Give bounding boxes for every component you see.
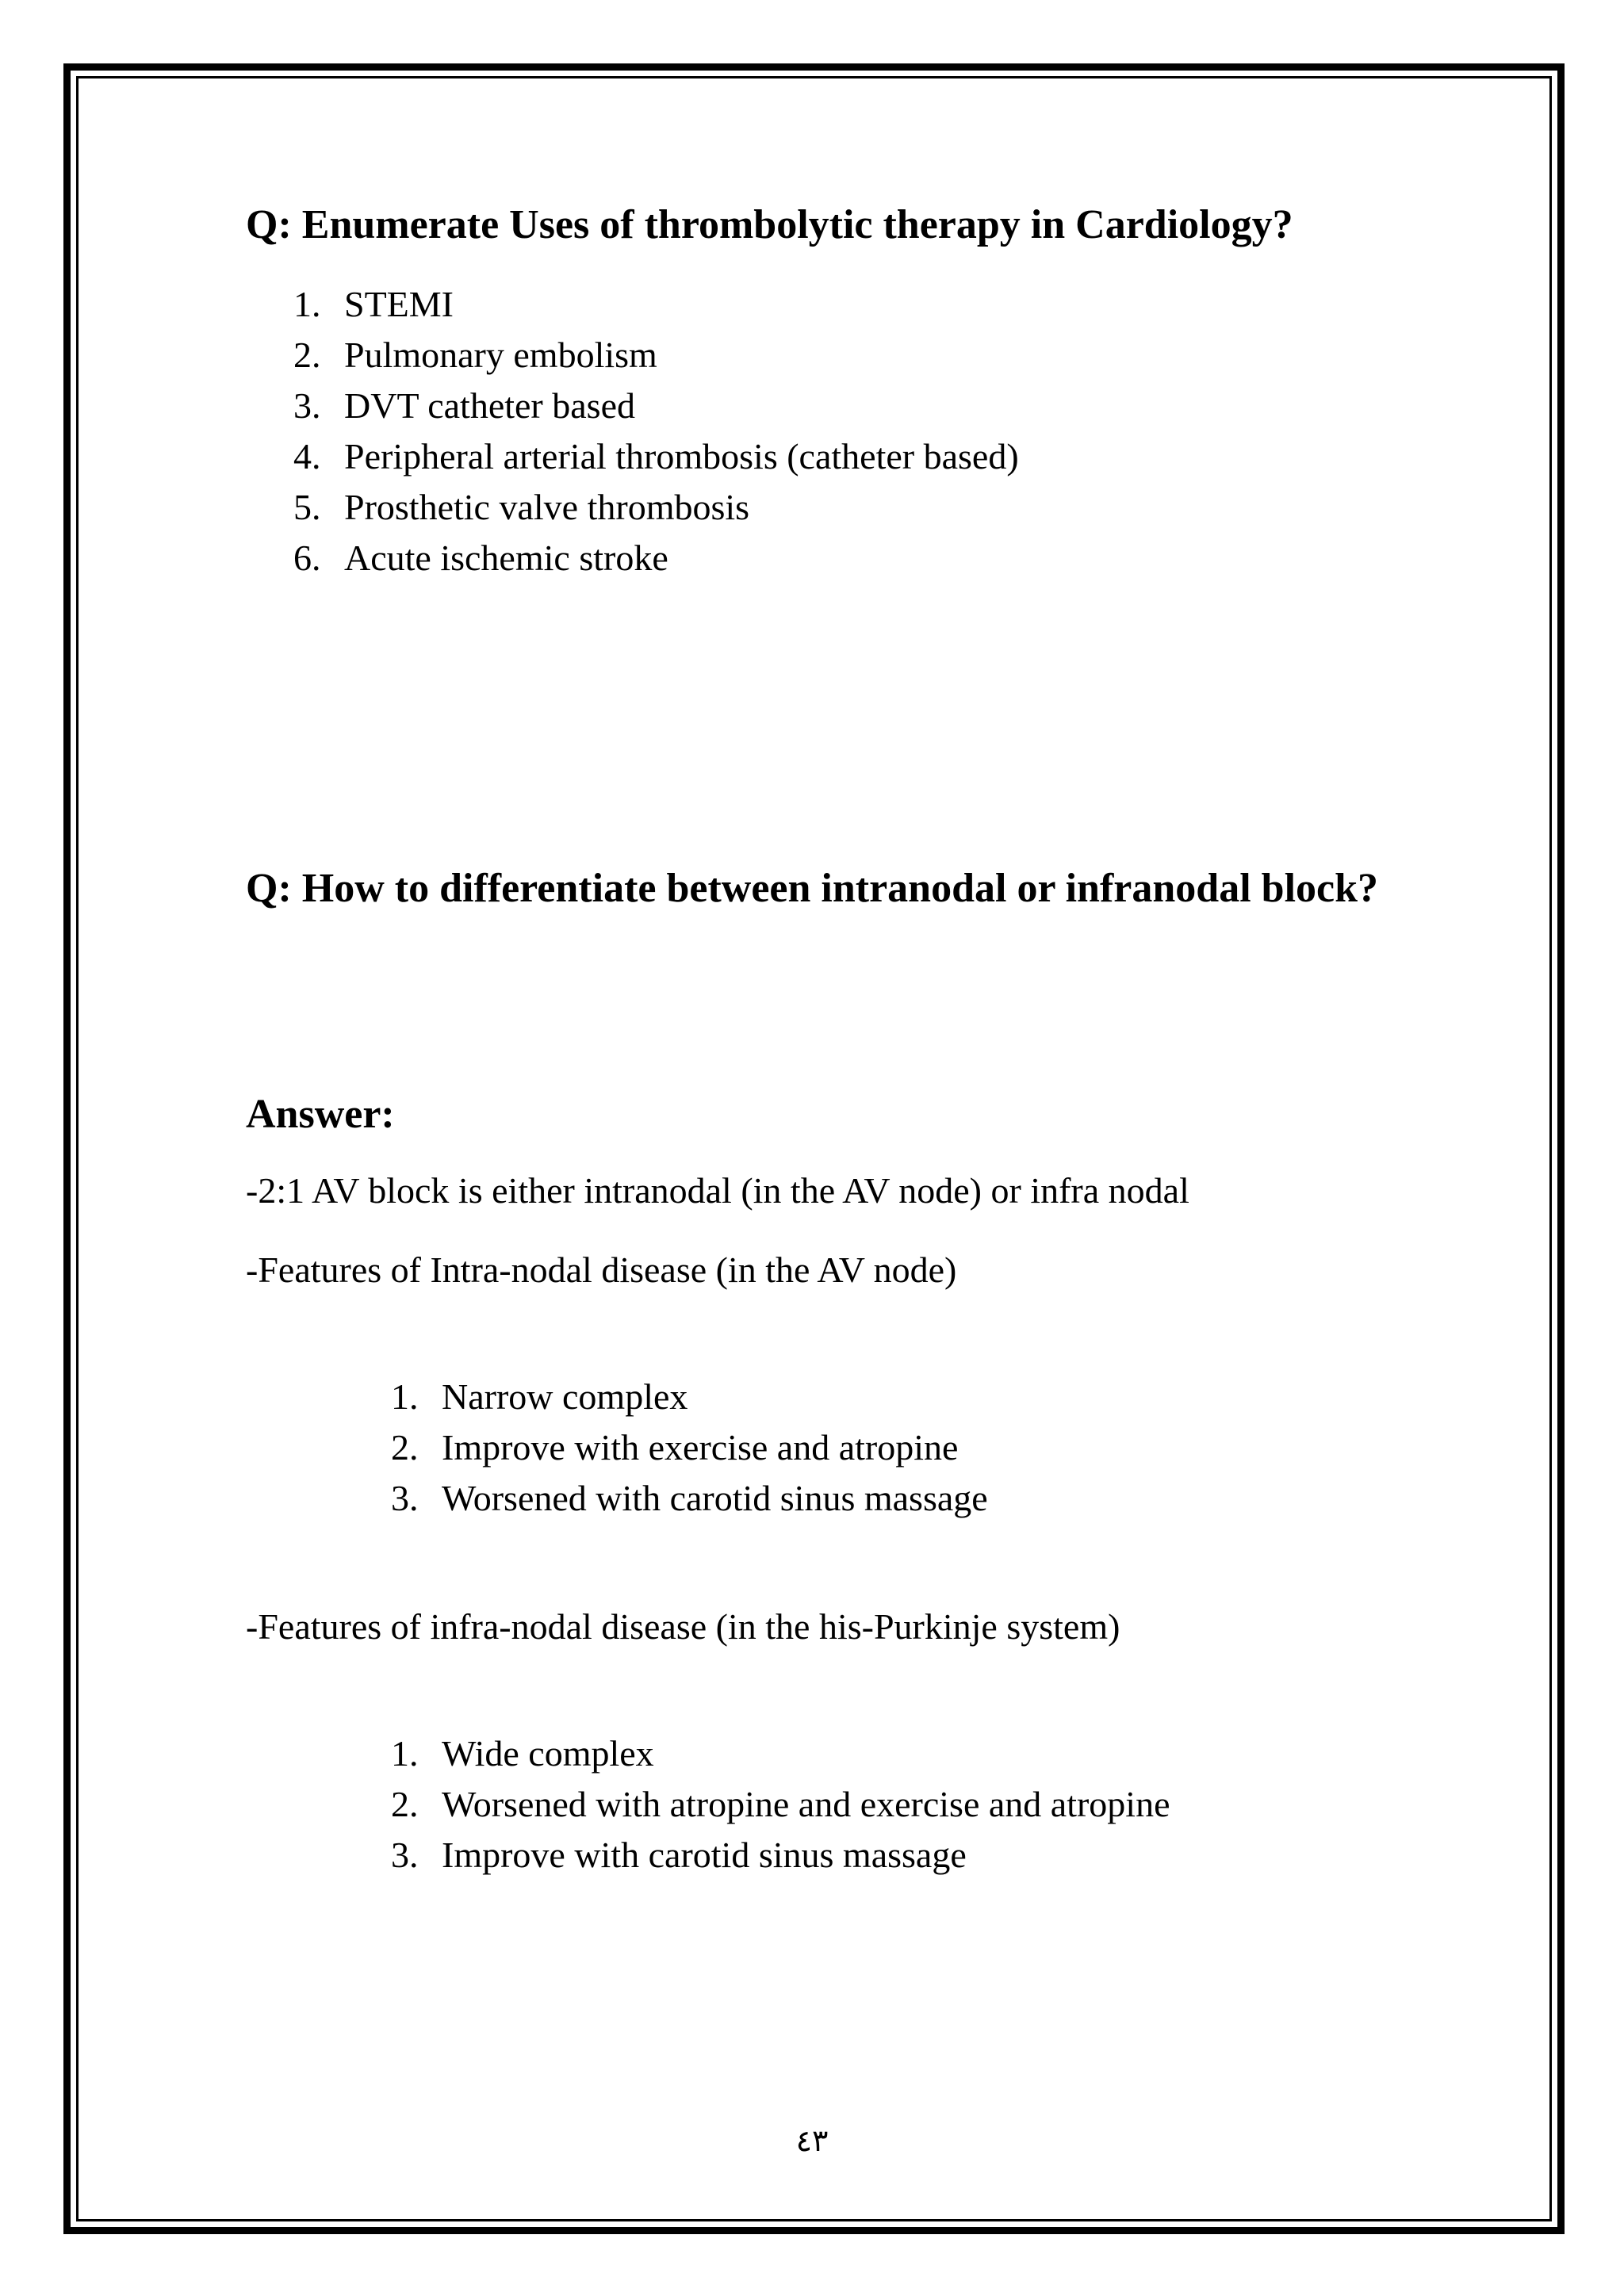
- list-item-text: Peripheral arterial thrombosis (catheter based): [344, 436, 1019, 476]
- list-item-number: 3.: [391, 1835, 419, 1875]
- question-2-title: Q: How to differentiate between intranodal or infranodal block?: [246, 866, 1379, 911]
- intranodal-features-list: [391, 1372, 988, 1524]
- page-number: ٤٣: [795, 2123, 829, 2158]
- answer-heading: Answer:: [246, 1092, 395, 1137]
- list-item: [293, 482, 1019, 533]
- list-item-text: Pulmonary embolism: [344, 335, 657, 375]
- list-item: [391, 1422, 988, 1473]
- list-item: [293, 279, 1019, 330]
- list-item-number: 1.: [391, 1376, 419, 1417]
- list-item-number: 2.: [391, 1427, 419, 1468]
- list-item-text: Worsened with atropine and exercise and atropine: [442, 1784, 1170, 1824]
- list-item-text: DVT catheter based: [344, 385, 635, 426]
- list-item-text: STEMI: [344, 284, 454, 324]
- list-item-number: 3.: [293, 385, 321, 426]
- list-item: [293, 431, 1019, 482]
- list-item-number: 5.: [293, 487, 321, 527]
- list-item: [391, 1779, 1170, 1830]
- list-item: [293, 330, 1019, 381]
- question-1-title: Q: Enumerate Uses of thrombolytic therapy in Cardiology?: [246, 202, 1293, 247]
- list-item-number: 6.: [293, 538, 321, 578]
- list-item: [391, 1728, 1170, 1779]
- intranodal-features-heading: -Features of Intra-nodal disease (in the AV node): [246, 1249, 957, 1290]
- list-item: [293, 533, 1019, 584]
- list-item-number: 4.: [293, 436, 321, 476]
- list-item-number: 1.: [293, 284, 321, 324]
- list-item-text: Narrow complex: [442, 1376, 688, 1417]
- list-item-text: Prosthetic valve thrombosis: [344, 487, 750, 527]
- list-item: [391, 1372, 988, 1422]
- list-item: [391, 1473, 988, 1524]
- list-item-text: Improve with exercise and atropine: [442, 1427, 959, 1468]
- list-item-number: 3.: [391, 1478, 419, 1518]
- list-item-number: 1.: [391, 1733, 419, 1774]
- list-item-text: Improve with carotid sinus massage: [442, 1835, 967, 1875]
- list-item: [293, 381, 1019, 431]
- infranodal-features-heading: -Features of infra-nodal disease (in the his-Purkinje system): [246, 1606, 1120, 1647]
- list-item-number: 2.: [391, 1784, 419, 1824]
- list-item-text: Wide complex: [442, 1733, 654, 1774]
- infranodal-features-list: [391, 1728, 1170, 1881]
- answer-intro-line: -2:1 AV block is either intranodal (in the AV node) or infra nodal: [246, 1170, 1189, 1211]
- list-item: [391, 1830, 1170, 1881]
- list-item-number: 2.: [293, 335, 321, 375]
- list-item-text: Worsened with carotid sinus massage: [442, 1478, 988, 1518]
- list-item-text: Acute ischemic stroke: [344, 538, 668, 578]
- question-1-list: [293, 279, 1019, 584]
